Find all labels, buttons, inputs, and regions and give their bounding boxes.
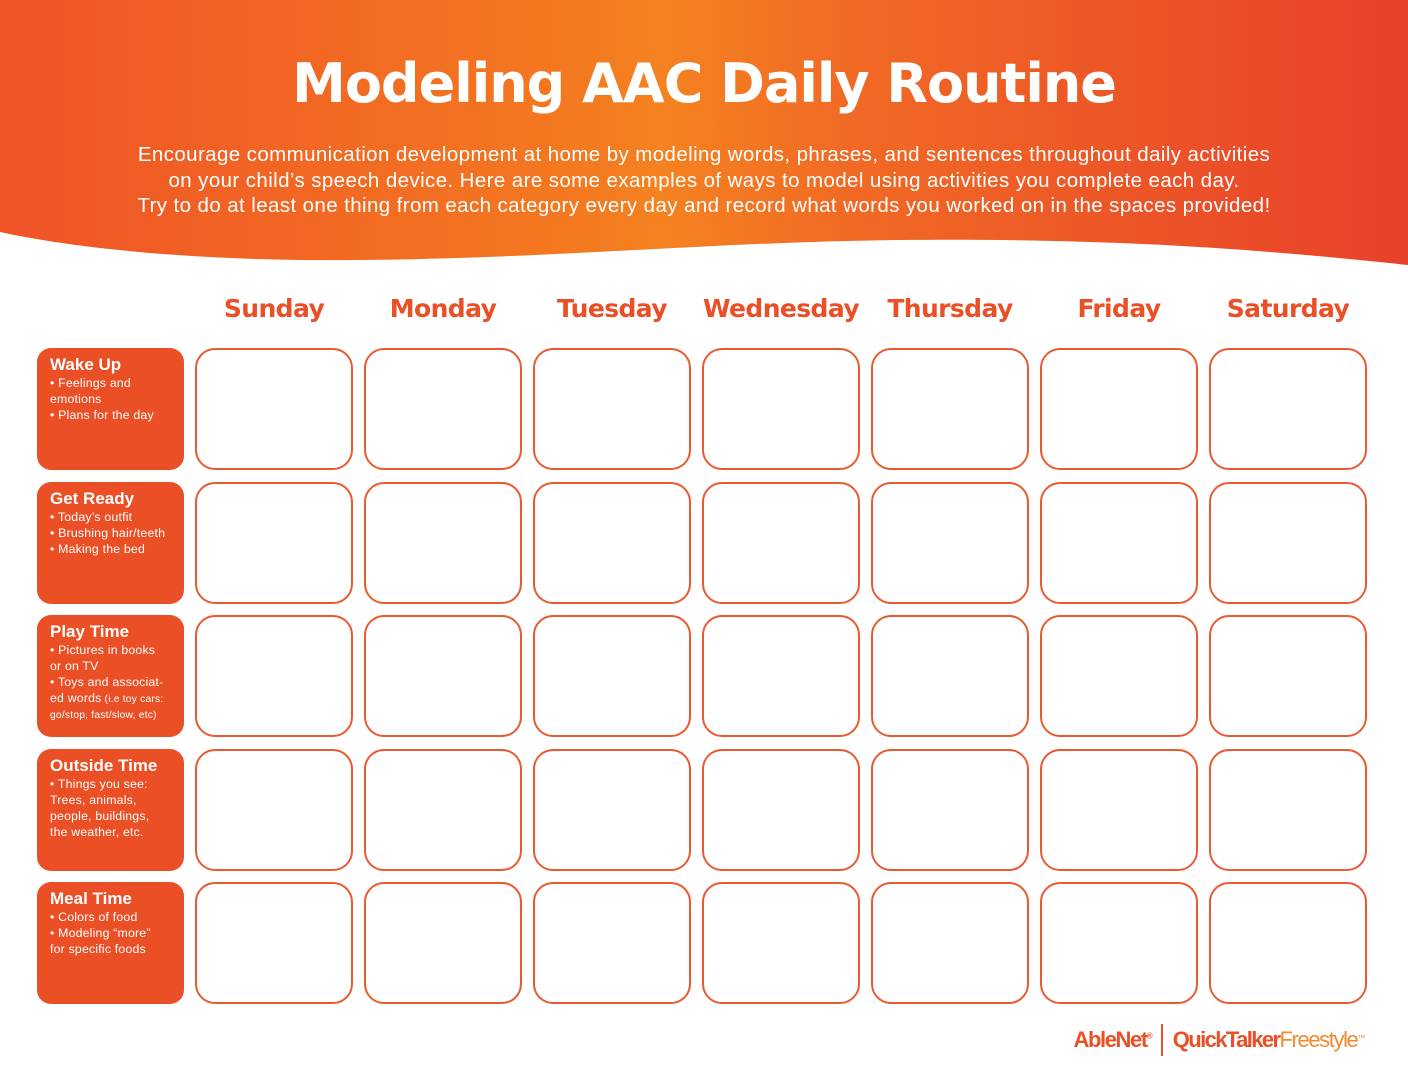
ablenet-logo-text: AbleNet (1073, 1027, 1147, 1052)
entry-cell-wake-up-wednesday[interactable] (702, 348, 860, 470)
entry-cell-outside-time-friday[interactable] (1040, 749, 1198, 871)
entry-cell-meal-time-tuesday[interactable] (533, 882, 691, 1004)
entry-cell-outside-time-wednesday[interactable] (702, 749, 860, 871)
category-outside-time (37, 749, 184, 871)
category-note: • Toys and associat- (50, 675, 164, 689)
category-note: • Feelings and (50, 376, 131, 390)
entry-cell-outside-time-saturday[interactable] (1209, 749, 1367, 871)
entry-cell-wake-up-saturday[interactable] (1209, 348, 1367, 470)
day-header-sunday: Sunday (223, 294, 325, 323)
entry-cell-meal-time-wednesday[interactable] (702, 882, 860, 1004)
entry-cell-play-time-friday[interactable] (1040, 615, 1198, 737)
entry-cell-meal-time-friday[interactable] (1040, 882, 1198, 1004)
entry-cell-get-ready-saturday[interactable] (1209, 482, 1367, 604)
page-title: Modeling AAC Daily Routine (292, 52, 1116, 115)
category-note: • Today’s outfit (50, 510, 133, 524)
trademark-mark: ™ (1357, 1033, 1364, 1043)
trademark-mark: ® (1146, 1031, 1152, 1041)
category-wake-up (37, 348, 184, 470)
category-note-main: ed words (50, 691, 102, 705)
entry-cell-play-time-tuesday[interactable] (533, 615, 691, 737)
footer-logos (1073, 1024, 1364, 1056)
entry-cell-wake-up-friday[interactable] (1040, 348, 1198, 470)
category-title: Wake Up (50, 355, 122, 374)
entry-cell-wake-up-monday[interactable] (364, 348, 522, 470)
day-header-tuesday: Tuesday (556, 294, 668, 323)
category-play-time (37, 615, 184, 737)
entry-cell-meal-time-thursday[interactable] (871, 882, 1029, 1004)
header-background (0, 0, 1408, 280)
day-header-wednesday: Wednesday (702, 294, 860, 323)
intro-line: on your child’s speech device. Here are some examples of ways to model using activities you complete each day. (168, 168, 1240, 192)
entry-cell-outside-time-thursday[interactable] (871, 749, 1029, 871)
category-note: • Modeling “more” (50, 926, 151, 940)
entry-cell-get-ready-wednesday[interactable] (702, 482, 860, 604)
category-note-small: go/stop, fast/slow, etc) (50, 710, 157, 721)
category-note: emotions (50, 392, 102, 406)
category-note: • Pictures in books (50, 643, 156, 657)
category-note: or on TV (50, 659, 99, 673)
day-header-monday: Monday (389, 294, 497, 323)
entry-cell-outside-time-tuesday[interactable] (533, 749, 691, 871)
entry-cell-get-ready-friday[interactable] (1040, 482, 1198, 604)
entry-cell-play-time-monday[interactable] (364, 615, 522, 737)
intro-line: Encourage communication development at home by modeling words, phrases, and sentences throughout daily activities (137, 143, 1271, 166)
category-note: • Plans for the day (50, 408, 154, 422)
category-note-small: (i.e toy cars: (101, 694, 164, 705)
category-note: • Things you see: (50, 777, 148, 791)
category-meal-time (37, 882, 184, 1004)
category-note: for specific foods (50, 942, 146, 956)
entry-cell-wake-up-tuesday[interactable] (533, 348, 691, 470)
category-note: the weather, etc. (50, 825, 144, 839)
entry-cell-meal-time-monday[interactable] (364, 882, 522, 1004)
entry-cell-wake-up-thursday[interactable] (871, 348, 1029, 470)
entry-cell-meal-time-sunday[interactable] (195, 882, 353, 1004)
category-note: Trees, animals, (50, 793, 137, 807)
category-note: • Colors of food (50, 910, 138, 924)
quicktalker-freestyle-logo (1173, 1027, 1364, 1053)
entry-cell-meal-time-saturday[interactable] (1209, 882, 1367, 1004)
freestyle-logo-text: Freestyle (1279, 1027, 1358, 1052)
category-title: Get Ready (50, 489, 135, 508)
logo-divider (1161, 1024, 1163, 1056)
day-header-thursday: Thursday (887, 294, 1013, 323)
category-title: Outside Time (50, 756, 158, 775)
entry-cell-play-time-wednesday[interactable] (702, 615, 860, 737)
day-header-saturday: Saturday (1226, 294, 1350, 323)
entry-cell-outside-time-monday[interactable] (364, 749, 522, 871)
intro-line: Try to do at least one thing from each category every day and record what words you worked on in the spaces provided! (137, 194, 1271, 217)
category-title: Play Time (50, 622, 130, 641)
category-title: Meal Time (50, 889, 132, 908)
entry-cell-get-ready-tuesday[interactable] (533, 482, 691, 604)
category-get-ready (37, 482, 184, 604)
intro-text (40, 142, 1368, 219)
day-header-friday: Friday (1077, 294, 1161, 323)
category-note: people, buildings, (50, 809, 150, 823)
category-note: • Brushing hair/teeth (50, 526, 166, 540)
entry-cell-get-ready-sunday[interactable] (195, 482, 353, 604)
category-note (50, 690, 180, 708)
entry-cell-get-ready-thursday[interactable] (871, 482, 1029, 604)
entry-cell-play-time-saturday[interactable] (1209, 615, 1367, 737)
entry-cell-play-time-sunday[interactable] (195, 615, 353, 737)
quicktalker-logo-text: QuickTalker (1172, 1027, 1280, 1052)
entry-cell-wake-up-sunday[interactable] (195, 348, 353, 470)
entry-cell-outside-time-sunday[interactable] (195, 749, 353, 871)
ablenet-logo (1073, 1027, 1151, 1053)
entry-cell-play-time-thursday[interactable] (871, 615, 1029, 737)
entry-cell-get-ready-monday[interactable] (364, 482, 522, 604)
category-note: • Making the bed (50, 542, 146, 556)
